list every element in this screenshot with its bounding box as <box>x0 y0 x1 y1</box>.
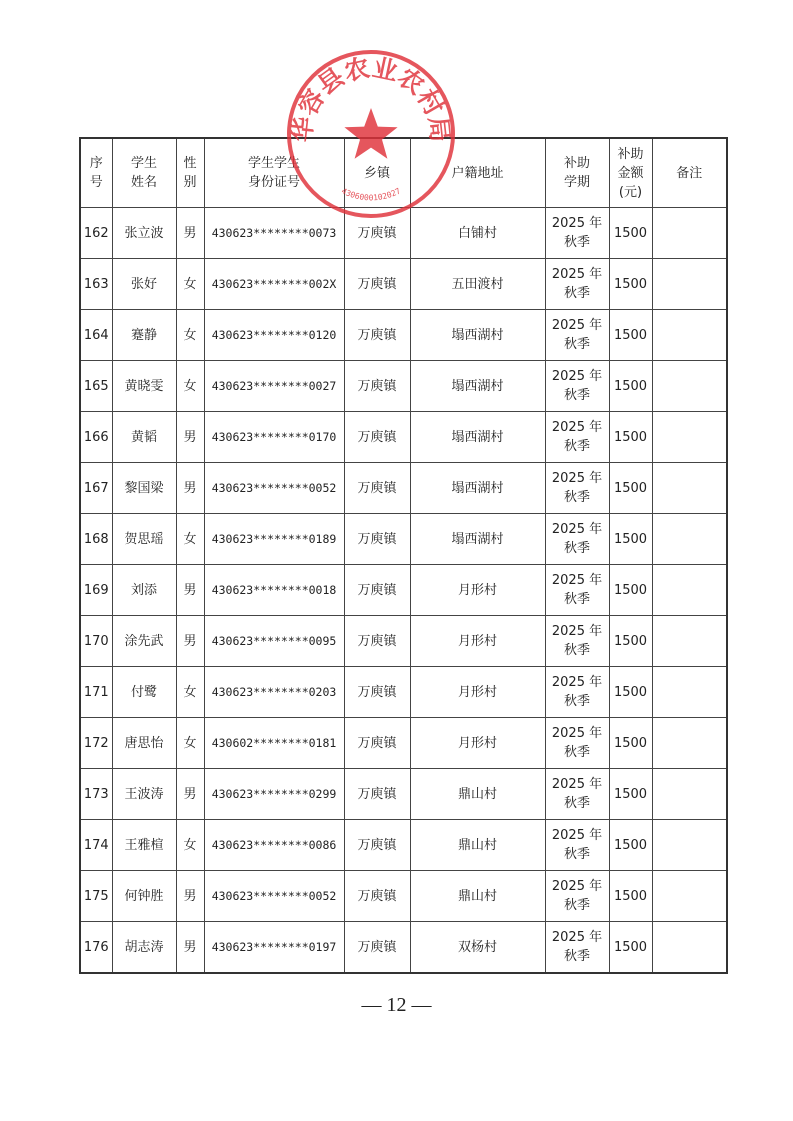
cell-gender: 男 <box>176 565 204 616</box>
cell-address: 白铺村 <box>410 208 545 259</box>
table-row <box>80 616 727 667</box>
cell-amount: 1500 <box>609 616 652 667</box>
cell-term: 2025 年 秋季 <box>545 769 609 820</box>
cell-id-number: 430623********0203 <box>204 667 344 718</box>
cell-amount: 1500 <box>609 463 652 514</box>
cell-gender: 男 <box>176 463 204 514</box>
cell-term: 2025 年 秋季 <box>545 361 609 412</box>
header-id-number: 学生学生 身份证号 <box>204 138 344 208</box>
cell-no: 165 <box>80 361 112 412</box>
header-name: 学生 姓名 <box>112 138 176 208</box>
cell-town: 万庾镇 <box>344 667 410 718</box>
table-row <box>80 667 727 718</box>
table-row <box>80 361 727 412</box>
cell-id-number: 430623********0086 <box>204 820 344 871</box>
cell-town: 万庾镇 <box>344 871 410 922</box>
table-row <box>80 208 727 259</box>
cell-gender: 男 <box>176 412 204 463</box>
cell-town: 万庾镇 <box>344 259 410 310</box>
cell-town: 万庾镇 <box>344 361 410 412</box>
cell-address: 月形村 <box>410 616 545 667</box>
table-header-row <box>80 138 727 208</box>
cell-town: 万庾镇 <box>344 310 410 361</box>
cell-no: 176 <box>80 922 112 974</box>
cell-amount: 1500 <box>609 820 652 871</box>
cell-town: 万庾镇 <box>344 514 410 565</box>
table-row <box>80 310 727 361</box>
cell-name: 黎国梁 <box>112 463 176 514</box>
cell-amount: 1500 <box>609 565 652 616</box>
cell-gender: 女 <box>176 718 204 769</box>
cell-town: 万庾镇 <box>344 922 410 974</box>
cell-note <box>652 718 727 769</box>
cell-no: 171 <box>80 667 112 718</box>
cell-no: 173 <box>80 769 112 820</box>
cell-amount: 1500 <box>609 871 652 922</box>
cell-no: 163 <box>80 259 112 310</box>
cell-address: 月形村 <box>410 667 545 718</box>
cell-id-number: 430623********0299 <box>204 769 344 820</box>
header-address: 户籍地址 <box>410 138 545 208</box>
cell-amount: 1500 <box>609 514 652 565</box>
cell-name: 贺思瑶 <box>112 514 176 565</box>
cell-amount: 1500 <box>609 667 652 718</box>
cell-note <box>652 922 727 974</box>
cell-address: 月形村 <box>410 565 545 616</box>
cell-gender: 男 <box>176 616 204 667</box>
cell-town: 万庾镇 <box>344 463 410 514</box>
cell-name: 何钟胜 <box>112 871 176 922</box>
cell-gender: 男 <box>176 871 204 922</box>
cell-amount: 1500 <box>609 259 652 310</box>
table-row <box>80 514 727 565</box>
cell-gender: 女 <box>176 667 204 718</box>
cell-address: 鼎山村 <box>410 871 545 922</box>
cell-no: 175 <box>80 871 112 922</box>
cell-no: 170 <box>80 616 112 667</box>
cell-id-number: 430623********0052 <box>204 871 344 922</box>
cell-town: 万庾镇 <box>344 616 410 667</box>
cell-name: 涂先武 <box>112 616 176 667</box>
cell-note <box>652 820 727 871</box>
cell-note <box>652 514 727 565</box>
cell-note <box>652 208 727 259</box>
table-row <box>80 718 727 769</box>
cell-term: 2025 年 秋季 <box>545 871 609 922</box>
cell-note <box>652 310 727 361</box>
cell-name: 王雅楦 <box>112 820 176 871</box>
cell-address: 鼎山村 <box>410 820 545 871</box>
table-row <box>80 769 727 820</box>
cell-term: 2025 年 秋季 <box>545 922 609 974</box>
cell-no: 167 <box>80 463 112 514</box>
cell-id-number: 430623********0018 <box>204 565 344 616</box>
cell-no: 162 <box>80 208 112 259</box>
table-row <box>80 820 727 871</box>
cell-town: 万庾镇 <box>344 820 410 871</box>
cell-no: 168 <box>80 514 112 565</box>
cell-no: 172 <box>80 718 112 769</box>
cell-no: 174 <box>80 820 112 871</box>
cell-name: 黄韬 <box>112 412 176 463</box>
cell-address: 鼎山村 <box>410 769 545 820</box>
seal-title-text: 华容县农业农村局 <box>287 52 455 144</box>
cell-id-number: 430623********0197 <box>204 922 344 974</box>
cell-address: 塌西湖村 <box>410 361 545 412</box>
cell-name: 蹇静 <box>112 310 176 361</box>
cell-gender: 女 <box>176 820 204 871</box>
cell-note <box>652 871 727 922</box>
header-amount: 补助 金额 (元) <box>609 138 652 208</box>
cell-note <box>652 565 727 616</box>
cell-name: 张立波 <box>112 208 176 259</box>
cell-term: 2025 年 秋季 <box>545 565 609 616</box>
cell-no: 164 <box>80 310 112 361</box>
cell-town: 万庾镇 <box>344 718 410 769</box>
cell-term: 2025 年 秋季 <box>545 412 609 463</box>
cell-town: 万庾镇 <box>344 565 410 616</box>
cell-address: 塌西湖村 <box>410 412 545 463</box>
cell-address: 双杨村 <box>410 922 545 974</box>
cell-gender: 女 <box>176 259 204 310</box>
cell-term: 2025 年 秋季 <box>545 820 609 871</box>
table-row <box>80 463 727 514</box>
cell-term: 2025 年 秋季 <box>545 208 609 259</box>
cell-note <box>652 616 727 667</box>
cell-amount: 1500 <box>609 310 652 361</box>
cell-no: 169 <box>80 565 112 616</box>
cell-note <box>652 463 727 514</box>
cell-town: 万庾镇 <box>344 769 410 820</box>
cell-amount: 1500 <box>609 718 652 769</box>
cell-town: 万庾镇 <box>344 208 410 259</box>
table-row <box>80 871 727 922</box>
cell-id-number: 430602********0181 <box>204 718 344 769</box>
cell-term: 2025 年 秋季 <box>545 616 609 667</box>
table-row <box>80 922 727 974</box>
cell-gender: 男 <box>176 922 204 974</box>
cell-address: 塌西湖村 <box>410 310 545 361</box>
cell-id-number: 430623********0120 <box>204 310 344 361</box>
cell-gender: 女 <box>176 361 204 412</box>
cell-note <box>652 259 727 310</box>
cell-address: 五田渡村 <box>410 259 545 310</box>
cell-name: 黄晓雯 <box>112 361 176 412</box>
table-body <box>80 208 727 974</box>
cell-name: 刘添 <box>112 565 176 616</box>
page-number: — 12 — <box>361 994 432 1016</box>
table-row <box>80 565 727 616</box>
table-row <box>80 259 727 310</box>
header-gender: 性 别 <box>176 138 204 208</box>
cell-term: 2025 年 秋季 <box>545 514 609 565</box>
cell-gender: 男 <box>176 208 204 259</box>
seal-number-text: 4306000102027 <box>339 186 403 203</box>
cell-gender: 男 <box>176 769 204 820</box>
cell-amount: 1500 <box>609 208 652 259</box>
cell-term: 2025 年 秋季 <box>545 718 609 769</box>
cell-address: 塌西湖村 <box>410 514 545 565</box>
cell-note <box>652 361 727 412</box>
cell-note <box>652 769 727 820</box>
header-town: 乡镇 <box>344 138 410 208</box>
cell-name: 王波涛 <box>112 769 176 820</box>
cell-amount: 1500 <box>609 412 652 463</box>
cell-id-number: 430623********0189 <box>204 514 344 565</box>
cell-id-number: 430623********0027 <box>204 361 344 412</box>
cell-amount: 1500 <box>609 769 652 820</box>
cell-no: 166 <box>80 412 112 463</box>
table-row <box>80 412 727 463</box>
cell-id-number: 430623********0170 <box>204 412 344 463</box>
cell-amount: 1500 <box>609 922 652 974</box>
cell-gender: 女 <box>176 514 204 565</box>
header-no: 序 号 <box>80 138 112 208</box>
cell-address: 月形村 <box>410 718 545 769</box>
cell-amount: 1500 <box>609 361 652 412</box>
cell-name: 张好 <box>112 259 176 310</box>
header-note: 备注 <box>652 138 727 208</box>
cell-term: 2025 年 秋季 <box>545 667 609 718</box>
cell-id-number: 430623********0073 <box>204 208 344 259</box>
cell-name: 付鹭 <box>112 667 176 718</box>
cell-name: 胡志涛 <box>112 922 176 974</box>
subsidy-roster-table <box>79 137 728 974</box>
cell-id-number: 430623********0052 <box>204 463 344 514</box>
cell-term: 2025 年 秋季 <box>545 310 609 361</box>
cell-id-number: 430623********0095 <box>204 616 344 667</box>
header-term: 补助 学期 <box>545 138 609 208</box>
cell-address: 塌西湖村 <box>410 463 545 514</box>
cell-town: 万庾镇 <box>344 412 410 463</box>
cell-term: 2025 年 秋季 <box>545 259 609 310</box>
cell-note <box>652 667 727 718</box>
cell-note <box>652 412 727 463</box>
cell-id-number: 430623********002X <box>204 259 344 310</box>
cell-term: 2025 年 秋季 <box>545 463 609 514</box>
cell-name: 唐思怡 <box>112 718 176 769</box>
cell-gender: 女 <box>176 310 204 361</box>
